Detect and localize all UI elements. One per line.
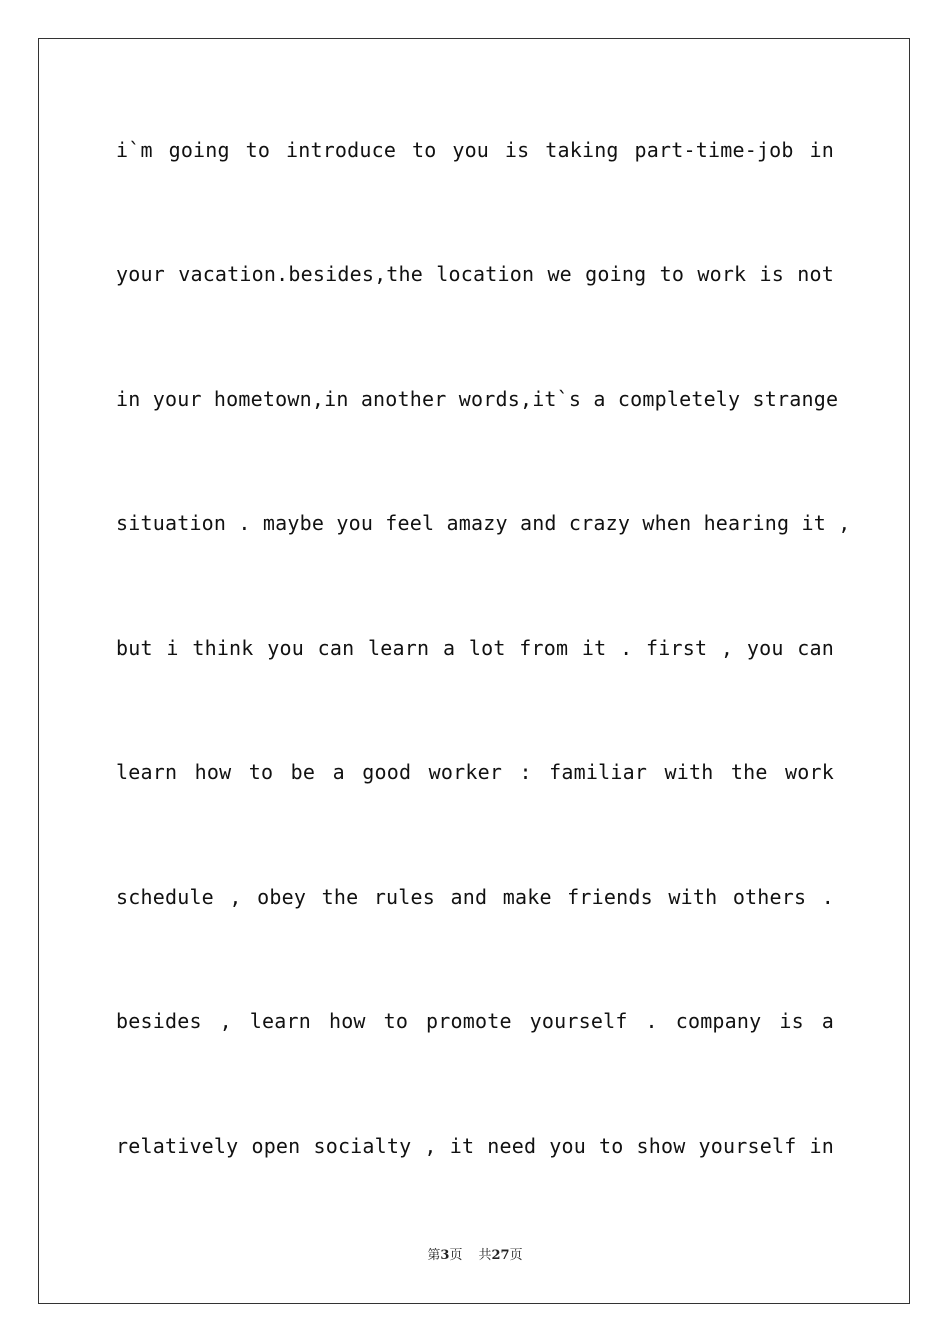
text-line: situation . maybe you feel amazy and crazy when hearing it , — [116, 511, 851, 535]
page-suffix: 页 — [449, 1248, 463, 1263]
page-prefix: 第 — [427, 1248, 441, 1263]
total-prefix: 共 — [478, 1248, 492, 1263]
total-suffix: 页 — [509, 1248, 523, 1263]
text-line: but i think you can learn a lot from it . first , you can — [116, 636, 834, 660]
page-footer — [0, 1247, 950, 1265]
text-line: schedule , obey the rules and make friends with others . — [116, 885, 834, 909]
page-number: 3 — [440, 1248, 450, 1263]
text-line: your vacation.besides,the location we going to work is not — [116, 262, 834, 286]
text-line: in your hometown,in another words,it`s a completely strange — [116, 387, 839, 411]
text-line: i`m going to introduce to you is taking part-time-job in — [116, 138, 834, 162]
text-line: learn how to be a good worker : familiar with the work — [116, 760, 834, 784]
total-pages: 27 — [491, 1248, 510, 1263]
text-line: besides , learn how to promote yourself . company is a — [116, 1009, 834, 1033]
text-line: relatively open socialty , it need you to show yourself in — [116, 1134, 834, 1158]
page-frame — [38, 38, 910, 1304]
